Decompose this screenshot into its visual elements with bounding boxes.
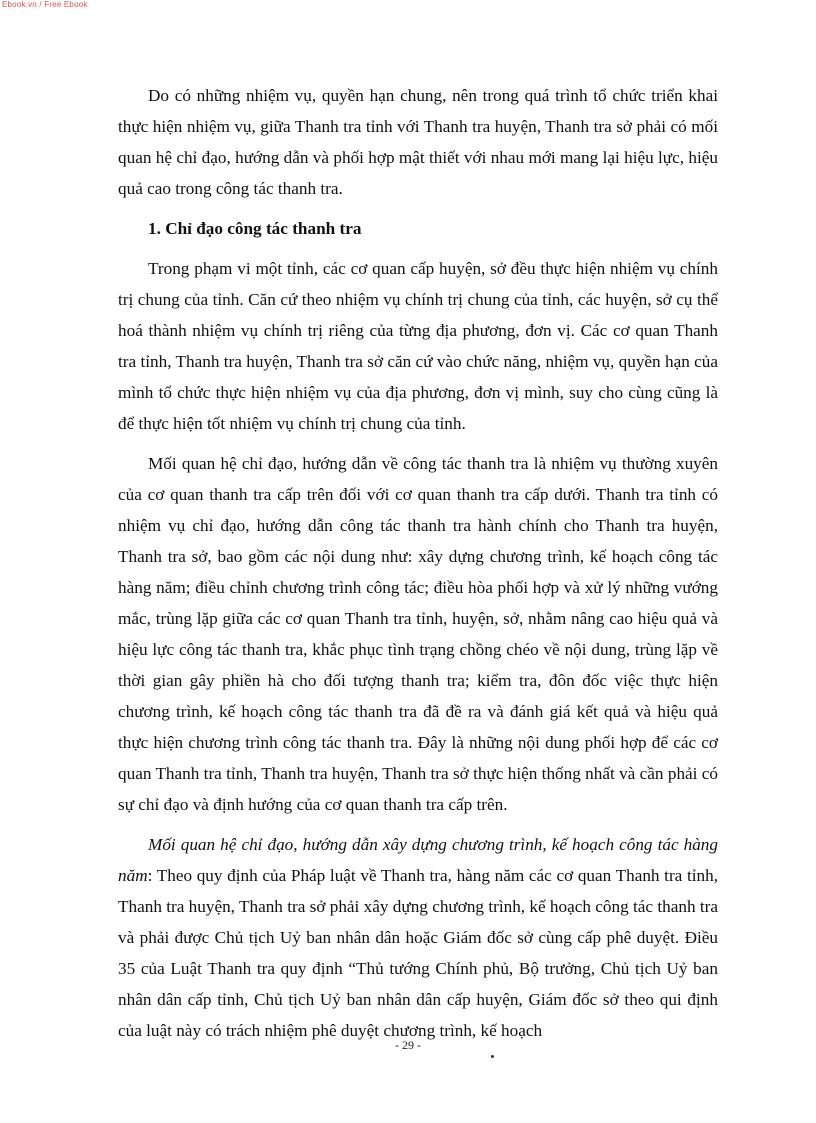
document-body — [118, 80, 718, 1055]
scan-speck — [491, 1055, 494, 1058]
paragraph-annual-plan-lead: Mối quan hệ chỉ đạo, hướng dẫn xây dựng chương trình, kế hoạch công tác hàng năm — [118, 835, 718, 885]
paragraph-intro: Do có những nhiệm vụ, quyền hạn chung, nên trong quá trình tổ chức triển khai thực hiện nhiệm vụ, giữa Thanh tra tỉnh với Thanh tra huyện, Thanh tra sở phải có mối quan hệ chỉ đạo, hướng dẫn và phối hợp mật thiết với nhau mới mang lại hiệu lực, hiệu quả cao trong công tác thanh tra. — [118, 86, 718, 198]
paragraph-relationship: Mối quan hệ chỉ đạo, hướng dẫn về công tác thanh tra là nhiệm vụ thường xuyên của cơ quan thanh tra cấp trên đối với cơ quan thanh tra cấp dưới. Thanh tra tỉnh có nhiệm vụ chỉ đạo, hướng dẫn công tác thanh tra hành chính cho Thanh tra huyện, Thanh tra sở, bao gồm các nội dung như: xây dựng chương trình, kế hoạch công tác hàng năm; điều chỉnh chương trình công tác; điều hòa phối hợp và xử lý những vướng mắc, trùng lặp giữa các cơ quan Thanh tra tỉnh, huyện, sở, nhằm nâng cao hiệu quả và hiệu lực công tác thanh tra, khắc phục tình trạng chồng chéo về nội dung, trùng lặp về thời gian gây phiền hà cho đối tượng thanh tra; kiểm tra, đôn đốc việc thực hiện chương trình, kế hoạch công tác thanh tra đã đề ra và đánh giá kết quả và hiệu quả thực hiện chương trình công tác thanh tra. Đây là những nội dung phối hợp để các cơ quan Thanh tra tỉnh, Thanh tra huyện, Thanh tra sở thực hiện thống nhất và cần phải có sự chỉ đạo và định hướng của cơ quan thanh tra cấp trên. — [118, 454, 718, 814]
paragraph-annual-plan — [118, 829, 718, 1046]
section-heading: 1. Chỉ đạo công tác thanh tra — [148, 219, 362, 238]
watermark-text: Ebook.vn / Free Ebook — [2, 0, 88, 9]
paragraph-annual-plan-text: : Theo quy định của Pháp luật về Thanh tra, hàng năm các cơ quan Thanh tra tỉnh, Thanh tra huyện, Thanh tra sở phải xây dựng chương trình, kế hoạch công tác thanh tra và phải được Chủ tịch Uỷ ban nhân dân hoặc Giám đốc sở cùng cấp phê duyệt. Điều 35 của Luật Thanh tra quy định “Thủ tướng Chính phủ, Bộ trưởng, Chủ tịch Uỷ ban nhân dân cấp tỉnh, Chủ tịch Uỷ ban nhân dân cấp huyện, Giám đốc sở theo qui định của luật này có trách nhiệm phê duyệt chương trình, kế hoạch — [118, 866, 718, 1040]
paragraph-scope: Trong phạm vi một tỉnh, các cơ quan cấp huyện, sở đều thực hiện nhiệm vụ chính trị chung của tỉnh. Căn cứ theo nhiệm vụ chính trị chung của tỉnh, các huyện, sở cụ thể hoá thành nhiệm vụ chính trị riêng của từng địa phương, đơn vị. Các cơ quan Thanh tra tỉnh, Thanh tra huyện, Thanh tra sở căn cứ vào chức năng, nhiệm vụ, quyền hạn của mình tổ chức thực hiện nhiệm vụ của địa phương, đơn vị mình, suy cho cùng cũng là để thực hiện tốt nhiệm vụ chính trị chung của tỉnh. — [118, 259, 718, 433]
page-number: - 29 - — [395, 1038, 421, 1052]
